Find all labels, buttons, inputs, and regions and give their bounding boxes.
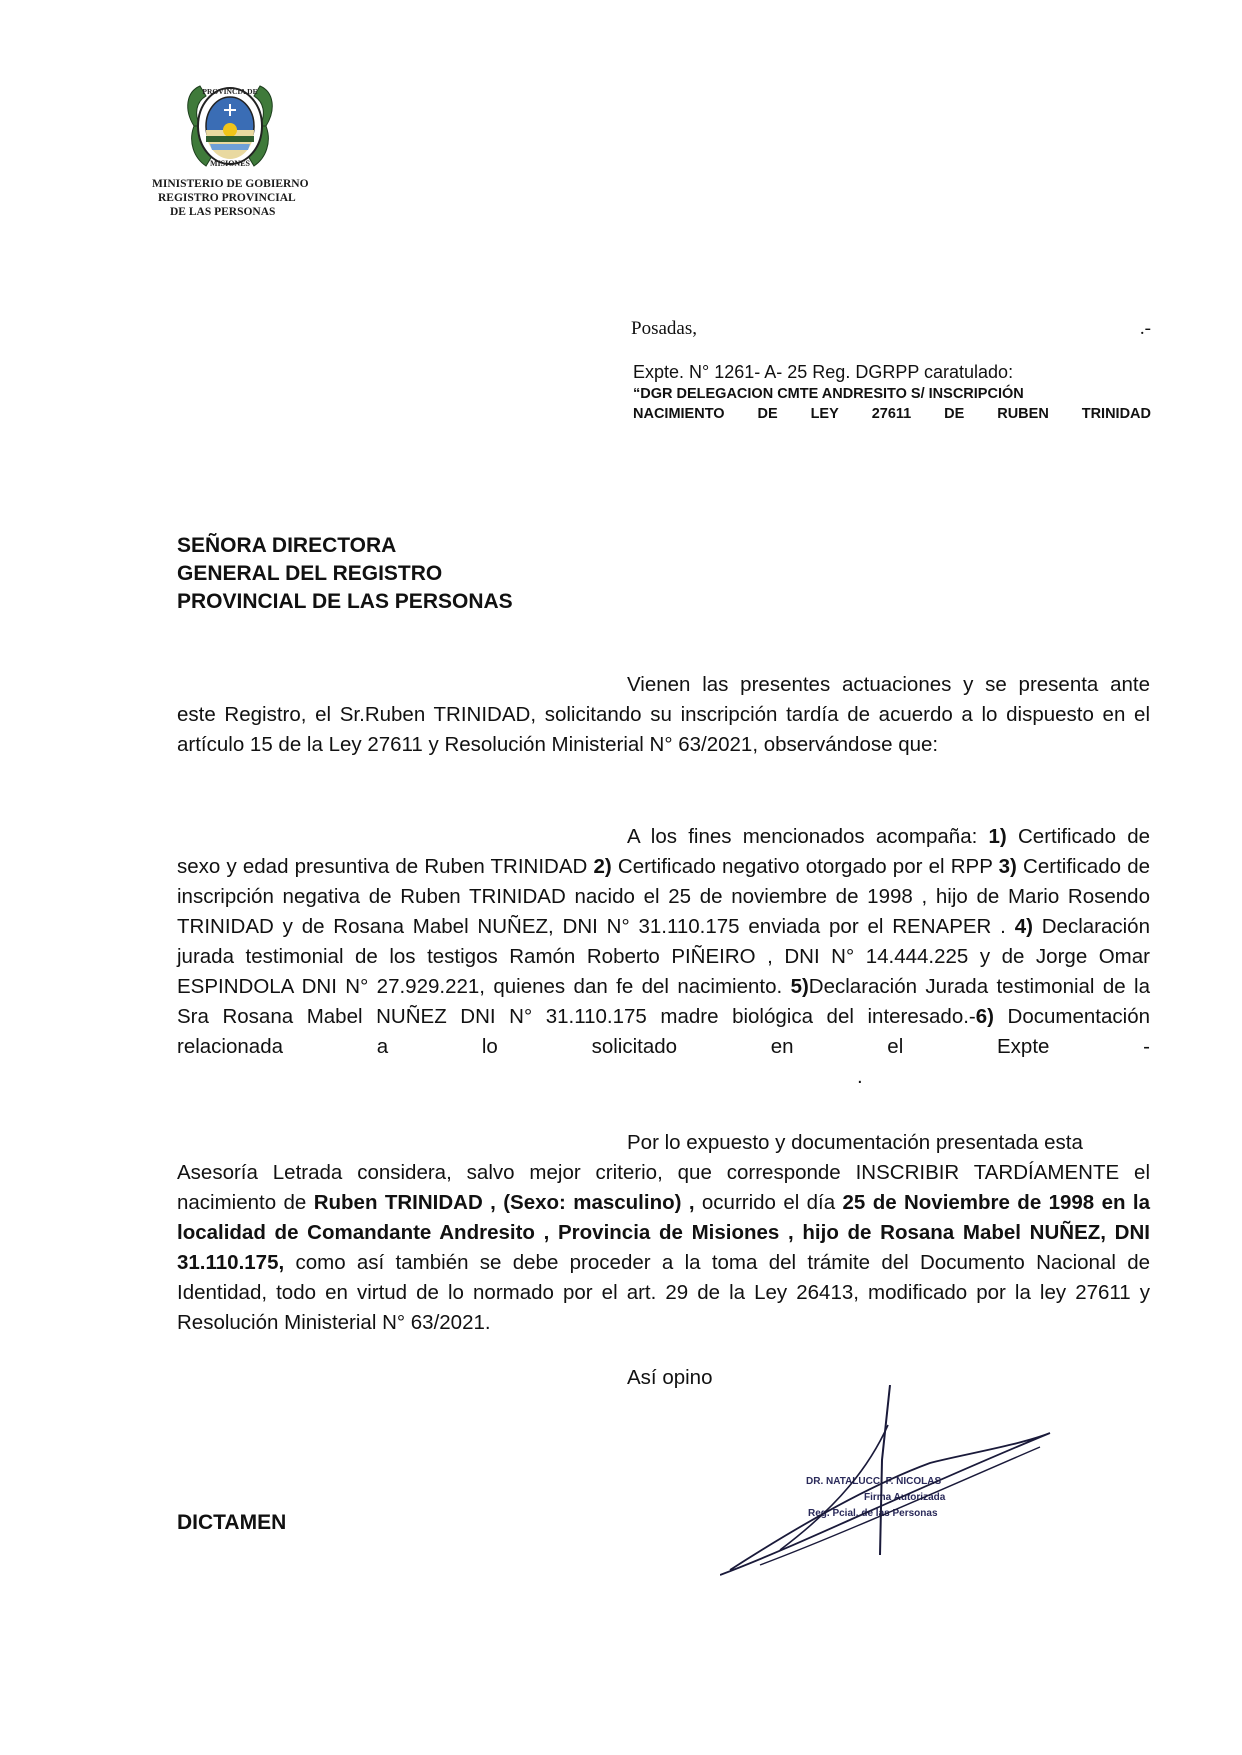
ministry-line: REGISTRO PROVINCIAL [158, 192, 296, 204]
expediente-caption-line: “DGR DELEGACION CMTE ANDRESITO S/ INSCRIPCIÓN [633, 386, 1024, 402]
paragraph-presentation [177, 670, 1150, 760]
addressee-line: PROVINCIAL DE LAS PERSONAS [177, 590, 513, 613]
addressee-line: SEÑORA DIRECTORA [177, 534, 397, 557]
item-text: Documentación relacionada a lo solicitado en el Expte - [177, 1005, 1150, 1058]
item-text: Certificado de sexo y edad presuntiva de Ruben TRINIDAD [177, 825, 1150, 878]
city-label: Posadas, [631, 318, 697, 339]
item-text: Declaración jurada testimonial de los testigos Ramón Roberto PIÑEIRO , DNI N° 14.444.225 y de Jorge Omar ESPINDOLA DNI N° 27.929.221, quienes dan fe del nacimiento. [177, 915, 1150, 998]
expediente-number: Expte. N° 1261- A- 25 Reg. DGRPP caratulado: [633, 362, 1014, 382]
caption-word: NACIMIENTO [633, 406, 725, 422]
paragraph-conclusion [177, 1128, 1150, 1338]
caption-word: LEY [810, 406, 839, 422]
addressee-block [177, 532, 513, 616]
place-date-line [631, 318, 1151, 340]
expediente-caption-line [633, 406, 1151, 422]
ministry-line: MINISTERIO DE GOBIERNO [152, 178, 309, 190]
caption-word: DE [944, 406, 965, 422]
item-number: 4) [1014, 915, 1033, 938]
handwritten-signature [720, 1385, 1060, 1580]
ministry-header [152, 177, 309, 219]
item-number: 3) [998, 855, 1017, 878]
stamp-line: DR. NATALUCCI F. NICOLAS [806, 1476, 942, 1487]
paragraph-text: como así también se debe proceder a la toma del trámite del Documento Nacional de Identidad, todo en virtud de lo normado por el art. 29 de la Ley 26413, modificado por la ley 27611 y Resolución Ministerial N° 63/2021. [177, 1251, 1150, 1334]
caption-word: DE [757, 406, 778, 422]
stamp-line: Firma Autorizada [864, 1492, 946, 1503]
caption-word: TRINIDAD [1081, 406, 1151, 422]
item-text: Certificado de inscripción negativa de Ruben TRINIDAD nacido el 25 de noviembre de 1998 , hijo de Mario Rosendo TRINIDAD y de Rosana Mabel NUÑEZ, DNI N° 31.110.175 enviada por el RENAPER . [177, 855, 1150, 938]
bold-text: Ruben TRINIDAD , (Sexo: masculino) , [313, 1191, 695, 1214]
svg-text:PROVINCIA DE: PROVINCIA DE [202, 87, 258, 96]
item-number: 2) [593, 855, 612, 878]
paragraph-text: Asesoría Letrada considera, salvo mejor criterio, que corresponde INSCRIBIR TARDÍAMENTE el nacimiento de [177, 1161, 1150, 1214]
caption-word: 27611 [871, 406, 912, 422]
paragraph-text: ocurrido el día [694, 1191, 843, 1214]
bold-text: 25 de Noviembre de 1998 en la localidad de Comandante Andresito , Provincia de Misiones , hijo de Rosana Mabel NUÑEZ, DNI 31.110.175, [177, 1191, 1150, 1274]
paragraph-text: Vienen las presentes actuaciones y se presenta ante este Registro, el Sr.Ruben TRINIDAD, solicitando su inscripción tardía de acuerdo a lo dispuesto en el artículo 15 de la Ley 27611 y Resolución Ministerial N° 63/2021, observándose que: [177, 673, 1150, 756]
caption-word: RUBEN [997, 406, 1049, 422]
dictamen-label: DICTAMEN [177, 1511, 287, 1534]
paragraph-text: A los fines mencionados acompaña: [627, 825, 989, 848]
expediente-reference [633, 362, 1151, 422]
province-seal-logo [180, 80, 280, 172]
item-text: Declaración Jurada testimonial de la Sra Rosana Mabel NUÑEZ DNI N° 31.110.175 madre biológica del interesado.- [177, 975, 1150, 1028]
item-text: Certificado negativo otorgado por el RPP [611, 855, 999, 878]
item-number: 1) [988, 825, 1007, 848]
paragraph-documentation [177, 822, 1150, 1092]
end-mark: .- [1139, 318, 1151, 339]
item-number: 5) [790, 975, 809, 998]
addressee-line: GENERAL DEL REGISTRO [177, 562, 443, 585]
stamp-line: Reg. Pcial. de las Personas [808, 1508, 938, 1519]
item-tail: . [857, 1065, 863, 1088]
paragraph-lead: Por lo expuesto y documentación presentada esta [627, 1131, 1083, 1154]
ministry-line: DE LAS PERSONAS [170, 206, 276, 218]
svg-text:MISIONES: MISIONES [209, 159, 251, 168]
item-number: 6) [975, 1005, 994, 1028]
closing-opinion: Así opino [627, 1366, 713, 1389]
